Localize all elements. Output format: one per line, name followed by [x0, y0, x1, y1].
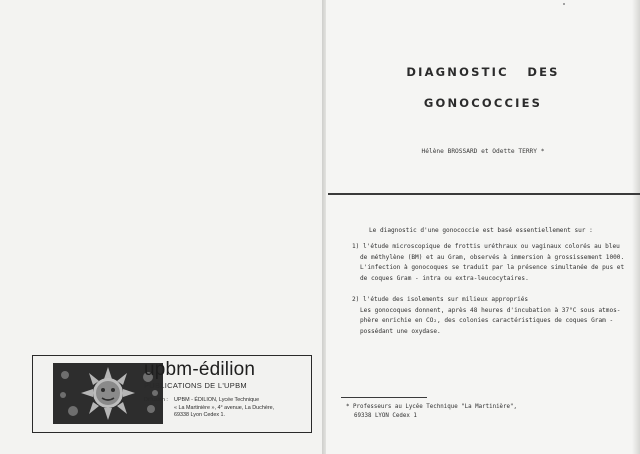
article-title-line2: GONOCOCCIES: [423, 96, 543, 110]
diffusion-line: UPBM - ÉDILION, Lycée Technique: [174, 397, 260, 403]
point-1-line: de coques Gram - intra ou extra-leucocytaires.: [360, 275, 529, 283]
article-authors: Hélène BROSSARD et Odette TERRY *: [421, 148, 545, 155]
diffusion-label: Diffusion :: [144, 397, 168, 403]
point-1-paragraph: [352, 242, 624, 285]
footnote-rule: [341, 397, 427, 398]
footnote: [346, 403, 517, 420]
point-2-line: Les gonocoques donnent, après 48 heures d'incubation à 37°C sous atmos-: [360, 306, 621, 314]
point-1-line: L'infection à gonocoques se traduit par la présence simultanée de pus et: [360, 264, 625, 272]
article-title-line1: DIAGNOSTIC DES: [406, 65, 560, 79]
paper-speck: [563, 3, 565, 5]
footnote-line: * Professeurs au Lycée Technique "La Martinière",: [346, 404, 518, 410]
point-2-line: phère enrichie en CO₂, des colonies caractéristiques de coques Gram -: [360, 317, 614, 325]
intro-paragraph: Le diagnostic d'une gonococcie est basé essentiellement sur :: [369, 227, 593, 234]
publisher-subtitle: PUBLICATIONS DE L'UPBM: [144, 381, 247, 390]
diffusion-line: 69338 Lyon Cedex 1.: [174, 412, 226, 419]
point-2-line: possédant une oxydase.: [360, 328, 441, 336]
point-1-line: de méthylène (BM) et au Gram, observés à immersion à grossissement 1000.: [360, 253, 625, 261]
publisher-name: upbm-édilion: [144, 359, 256, 380]
point-2-paragraph: [352, 295, 620, 338]
footnote-line: 69338 LYON Cedex 1: [354, 412, 417, 419]
diffusion-line: « La Martinière », 4° avenue, La Duchère,: [174, 404, 275, 411]
title-rule: [328, 193, 640, 195]
point-2-line: 2) l'étude des isolements sur milieux appropriés: [352, 296, 529, 303]
point-1-line: 1) l'étude microscopique de frottis uréthraux ou vaginaux colorés au bleu: [352, 243, 620, 250]
